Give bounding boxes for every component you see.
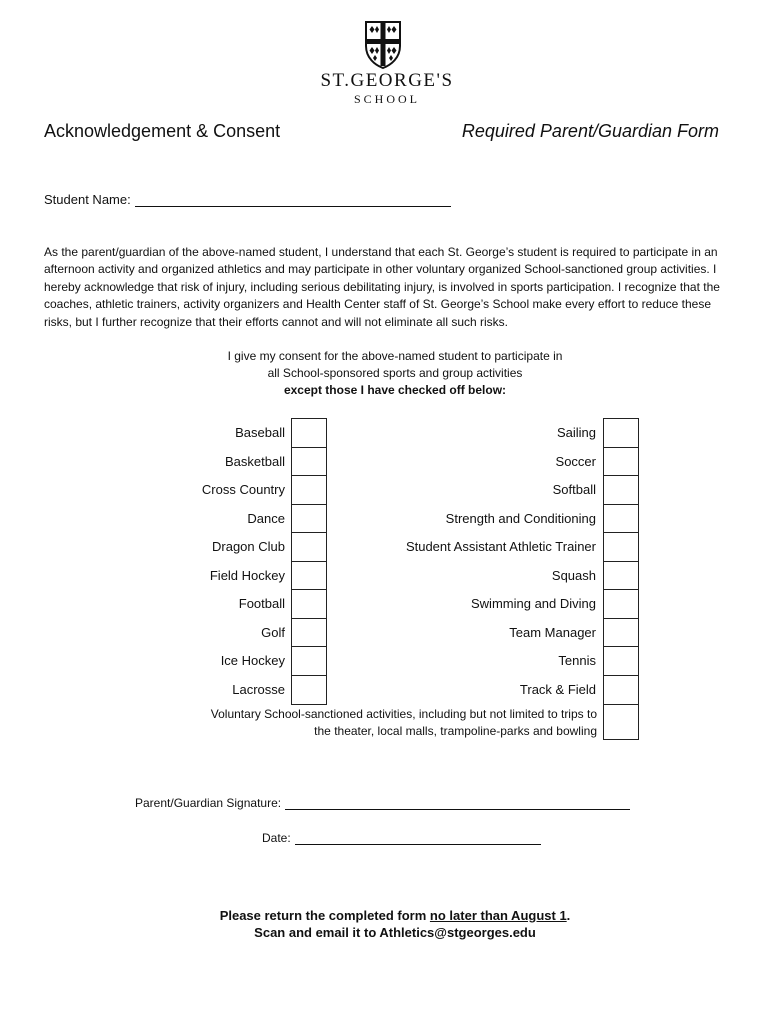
activity-label-cross-country: Cross Country [201, 482, 285, 497]
signature-row [135, 795, 630, 810]
checkbox-basketball[interactable] [291, 447, 327, 476]
checkbox-soccer[interactable] [603, 447, 639, 476]
activity-label-soccer: Soccer [555, 453, 596, 469]
checkbox-lacrosse[interactable] [291, 675, 327, 705]
return-deadline-line: Please return the completed form no later than August 1. [219, 908, 571, 923]
activity-label-strength-conditioning: Strength and Conditioning [445, 510, 596, 526]
voluntary-activities-label [120, 706, 597, 740]
checkbox-track-field[interactable] [603, 675, 639, 705]
consent-line: all School-sponsored sports and group activities [267, 366, 523, 380]
activity-label-football: Football [238, 596, 285, 611]
date-label: Date: [262, 831, 291, 845]
activity-label-swimming-diving: Swimming and Diving [471, 596, 596, 611]
checkbox-swimming-diving[interactable] [603, 589, 639, 619]
checkbox-student-assistant-trainer[interactable] [603, 532, 639, 562]
consent-line-bold: except those I have checked off below: [283, 383, 507, 397]
signature-label: Parent/Guardian Signature: [135, 796, 282, 810]
checkbox-squash[interactable] [603, 561, 639, 590]
activity-label-student-assistant-trainer: Student Assistant Athletic Trainer [405, 539, 596, 554]
checkbox-softball[interactable] [603, 475, 639, 505]
checkbox-football[interactable] [291, 589, 327, 619]
school-name: ST.GEORGE'S [320, 70, 454, 91]
checkbox-dance[interactable] [291, 504, 327, 533]
activity-label-golf: Golf [261, 624, 285, 640]
signature-field[interactable] [285, 795, 630, 810]
checkbox-sailing[interactable] [603, 418, 639, 448]
activity-label-lacrosse: Lacrosse [232, 681, 285, 697]
consent-line: I give my consent for the above-named student to participate in [227, 349, 563, 363]
activity-label-softball: Softball [552, 482, 596, 497]
checkbox-strength-conditioning[interactable] [603, 504, 639, 533]
checkbox-field-hockey[interactable] [291, 561, 327, 590]
form-title: Acknowledgement & Consent [44, 121, 281, 141]
activity-label-baseball: Baseball [235, 425, 285, 440]
activity-label-dragon-club: Dragon Club [212, 539, 285, 554]
student-name-field[interactable] [135, 192, 451, 207]
acknowledgement-paragraph: As the parent/guardian of the above-named student, I understand that each St. George’s student is required to participate in an afternoon activity and organized athletics and may participate in other voluntary organized School-sanctioned group activities. I hereby acknowledge that risk of injury, including serious debilitating injury, is involved in sports participation. I recognize that the coaches, athletic trainers, activity organizers and Health Center staff of St. George’s School make every effort to reduce these risks, but I further recognize that their efforts cannot and will not eliminate all such risks. [44, 245, 720, 329]
activity-label-track-field: Track & Field [519, 681, 596, 697]
checkbox-baseball[interactable] [291, 418, 327, 448]
checkbox-dragon-club[interactable] [291, 532, 327, 562]
checkbox-golf[interactable] [291, 618, 327, 647]
activity-label-squash: Squash [551, 567, 596, 583]
activity-label-ice-hockey: Ice Hockey [220, 653, 285, 668]
consent-statement [40, 348, 750, 399]
deadline-text: no later than August 1 [429, 908, 567, 923]
voluntary-line: Voluntary School-sanctioned activities, including but not limited to trips to [210, 707, 597, 721]
email-instruction-line: Scan and email it to Athletics@stgeorges.edu [254, 925, 536, 940]
checkbox-ice-hockey[interactable] [291, 646, 327, 676]
checkbox-voluntary-activities[interactable] [603, 704, 639, 740]
student-name-label: Student Name: [44, 192, 131, 207]
return-instructions [40, 907, 750, 941]
checkbox-team-manager[interactable] [603, 618, 639, 647]
date-row [262, 830, 541, 845]
voluntary-line: the theater, local malls, trampoline-parks and bowling [314, 724, 597, 738]
activity-label-basketball: Basketball [225, 453, 285, 469]
activity-label-tennis: Tennis [558, 653, 596, 668]
activity-label-sailing: Sailing [556, 425, 596, 440]
school-subtitle: SCHOOL [353, 92, 420, 106]
form-subtitle: Required Parent/Guardian Form [461, 121, 719, 141]
student-name-row [44, 192, 451, 207]
checkbox-tennis[interactable] [603, 646, 639, 676]
shield-crest-icon [363, 20, 403, 70]
activity-label-dance: Dance [247, 510, 285, 526]
activity-label-field-hockey: Field Hockey [209, 567, 285, 583]
activity-label-team-manager: Team Manager [509, 624, 596, 640]
checkbox-cross-country[interactable] [291, 475, 327, 505]
date-field[interactable] [295, 830, 541, 845]
